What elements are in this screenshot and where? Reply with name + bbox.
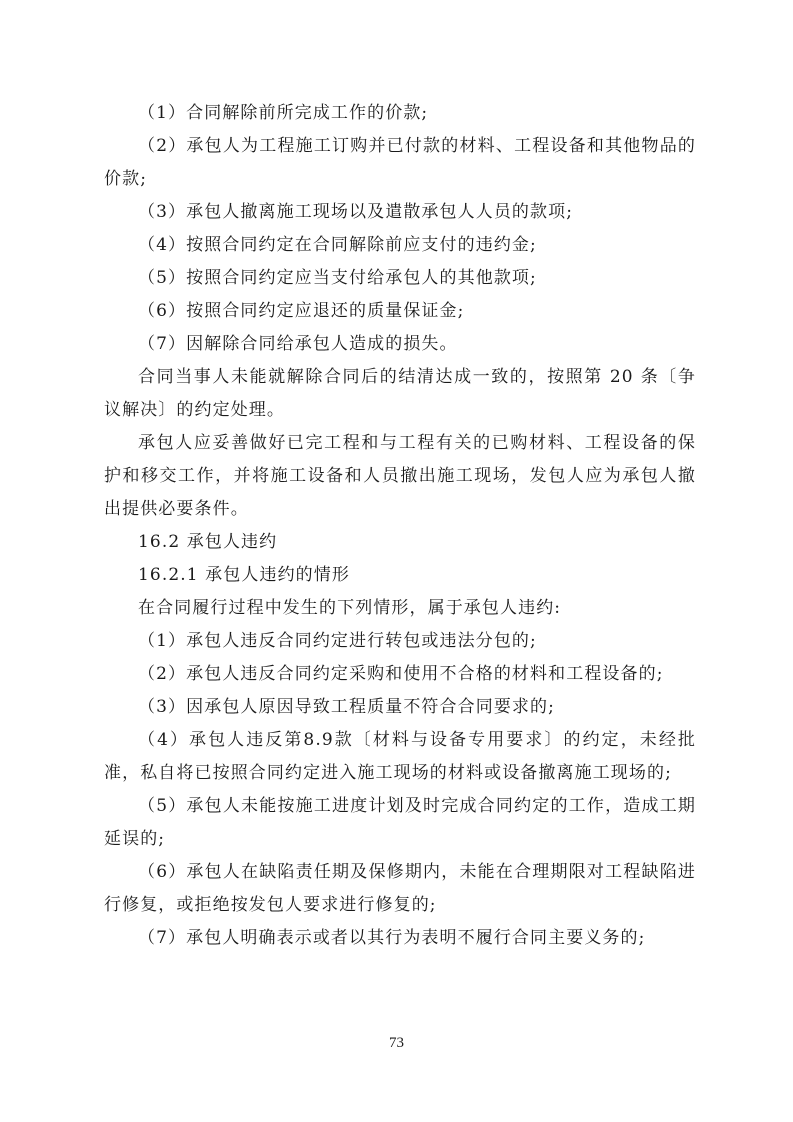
breach-item-1: （1）承包人违反合同约定进行转包或违法分包的; [138,631,537,651]
breach-item-3: （3）因承包人原因导致工程质量不符合合同要求的; [138,697,555,717]
paragraph-breach-intro: 在合同履行过程中发生的下列情形，属于承包人违约: [138,598,562,618]
paragraph-settlement-dispute: 合同当事人未能就解除合同后的结清达成一致的，按照第 20 条〔争议解决〕的约定处理。 [104,367,696,420]
page-number: 73 [389,1035,404,1051]
paragraph-payment-item-1: （1）合同解除前所完成工作的价款; [138,103,429,123]
paragraph-payment-item-6: （6）按照合同约定应退还的质量保证金; [138,301,465,321]
subsection-heading: 16.2.1 承包人违约的情形 [138,565,350,585]
section-heading: 16.2 承包人违约 [138,532,278,552]
breach-item-4: （4）承包人违反第8.9款〔材料与设备专用要求〕的约定，未经批准，私自将已按照合同约定进入施工现场的材料或设备撤离施工现场的; [104,730,696,783]
paragraph-payment-item-2: （2）承包人为工程施工订购并已付款的材料、工程设备和其他物品的价款; [104,136,696,189]
breach-item-7: （7）承包人明确表示或者以其行为表明不履行合同主要义务的; [138,928,646,948]
paragraph-payment-item-4: （4）按照合同约定在合同解除前应支付的违约金; [138,235,537,255]
paragraph-payment-item-7: （7）因解除合同给承包人造成的损失。 [138,334,458,354]
breach-item-2: （2）承包人违反合同约定采购和使用不合格的材料和工程设备的; [138,664,664,684]
paragraph-handover-obligations: 承包人应妥善做好已完工程和与工程有关的已购材料、工程设备的保护和移交工作，并将施工设备和人员撤出施工现场，发包人应为承包人撤出提供必要条件。 [104,433,696,519]
breach-item-5: （5）承包人未能按施工进度计划及时完成合同约定的工作，造成工期延误的; [104,796,696,849]
paragraph-payment-item-5: （5）按照合同约定应当支付给承包人的其他款项; [138,268,537,288]
paragraph-payment-item-3: （3）承包人撤离施工现场以及遣散承包人人员的款项; [138,202,574,222]
body-text [104,97,696,955]
breach-item-6: （6）承包人在缺陷责任期及保修期内，未能在合理期限对工程缺陷进行修复，或拒绝按发包人要求进行修复的; [104,862,696,915]
